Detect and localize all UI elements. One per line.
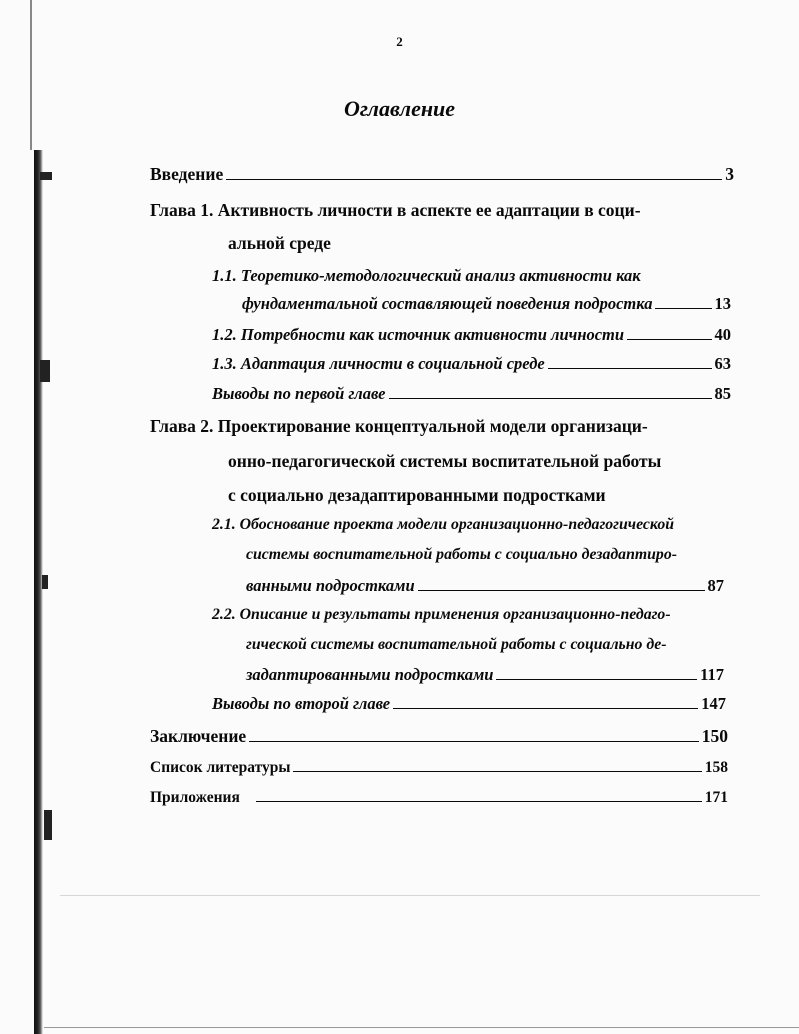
toc-chapter-2-line-3[interactable]: с социально дезадаптированными подростками: [228, 485, 606, 505]
toc-section-2-1[interactable]: [246, 576, 724, 596]
toc-entry-appendices[interactable]: [150, 789, 728, 807]
scan-speck: [42, 575, 48, 589]
toc-chapter-2-line-1[interactable]: Глава 2. Проектирование концептуальной модели организаци-: [150, 416, 648, 436]
toc-entry-page: 171: [704, 789, 728, 806]
toc-leader-line: [226, 178, 722, 180]
toc-entry-conclusion[interactable]: [150, 726, 728, 747]
toc-leader-line: [393, 707, 698, 709]
toc-section-1-1-line-1[interactable]: 1.1. Теоретико-методологический анализ активности как: [212, 266, 641, 285]
toc-section-1-1[interactable]: [242, 294, 731, 314]
toc-section-2-2[interactable]: [246, 665, 724, 685]
toc-entry-page: 85: [714, 384, 731, 403]
toc-section-2-2-line-2[interactable]: гической системы воспитательной работы с социально де-: [246, 636, 667, 653]
toc-entry-label: Выводы по второй главе: [212, 694, 391, 713]
toc-entry-page: 158: [704, 759, 728, 776]
toc-section-2-2-line-1[interactable]: 2.2. Описание и результаты применения организационно-педаго-: [212, 606, 671, 623]
toc-entry-label: Выводы по первой главе: [212, 384, 386, 403]
scan-bottom-line: [44, 1027, 799, 1028]
toc-chapter-1-conclusions[interactable]: [212, 384, 731, 404]
scan-speck: [40, 172, 52, 180]
toc-entry-label: Список литературы: [150, 759, 291, 776]
scan-edge-top: [30, 0, 32, 150]
toc-leader-line: [548, 367, 712, 369]
toc-entry-page: 40: [714, 325, 731, 344]
toc-chapter-2-conclusions[interactable]: [212, 694, 726, 714]
toc-entry-label: Заключение: [150, 726, 247, 746]
toc-entry-page: 147: [701, 694, 726, 713]
toc-entry-label: 1.3. Адаптация личности в социальной среде: [212, 354, 545, 373]
scan-speck: [40, 360, 50, 382]
toc-leader-line: [256, 800, 702, 802]
toc-chapter-1-line-1[interactable]: Глава 1. Активность личности в аспекте ее адаптации в соци-: [150, 200, 641, 220]
toc-entry-label: 1.2. Потребности как источник активности личности: [212, 325, 625, 344]
toc-chapter-2-line-2[interactable]: онно-педагогической системы воспитательной работы: [228, 451, 662, 471]
page-number: 2: [396, 34, 403, 49]
toc-entry-page: 3: [725, 164, 734, 184]
toc-entry-page: 87: [707, 576, 724, 595]
toc-entry-page: 13: [714, 294, 731, 313]
scan-faint-line: [60, 895, 760, 896]
toc-leader-line: [627, 338, 711, 340]
toc-leader-line: [389, 397, 712, 399]
toc-entry-label: задаптированными подростками: [246, 665, 494, 684]
toc-section-2-1-line-1[interactable]: 2.1. Обоснование проекта модели организационно-педагогической: [212, 516, 674, 533]
toc-entry-intro[interactable]: [150, 164, 734, 185]
toc-chapter-1-line-2[interactable]: альной среде: [228, 233, 331, 253]
toc-entry-references[interactable]: [150, 759, 728, 777]
toc-entry-label: Введение: [150, 164, 224, 184]
toc-entry-page: 117: [700, 665, 724, 684]
scan-left-edge: [34, 150, 43, 1034]
toc-leader-line: [293, 770, 701, 772]
toc-section-2-1-line-2[interactable]: системы воспитательной работы с социально дезадаптиро-: [246, 546, 677, 563]
toc-leader-line: [249, 740, 699, 742]
toc-leader-line: [418, 589, 705, 591]
toc-section-1-2[interactable]: [212, 325, 731, 345]
toc-entry-page: 63: [714, 354, 731, 373]
toc-entry-label: Приложения: [150, 789, 240, 806]
toc-entry-label: фундаментальной составляющей поведения подростка: [242, 294, 653, 313]
toc-section-1-3[interactable]: [212, 354, 731, 374]
toc-leader-line: [655, 307, 711, 309]
toc-entry-label: ванными подростками: [246, 576, 415, 595]
toc-leader-line: [496, 678, 697, 680]
scan-speck: [44, 810, 52, 840]
toc-entry-page: 150: [701, 726, 728, 746]
page-title: Оглавление: [343, 96, 456, 121]
